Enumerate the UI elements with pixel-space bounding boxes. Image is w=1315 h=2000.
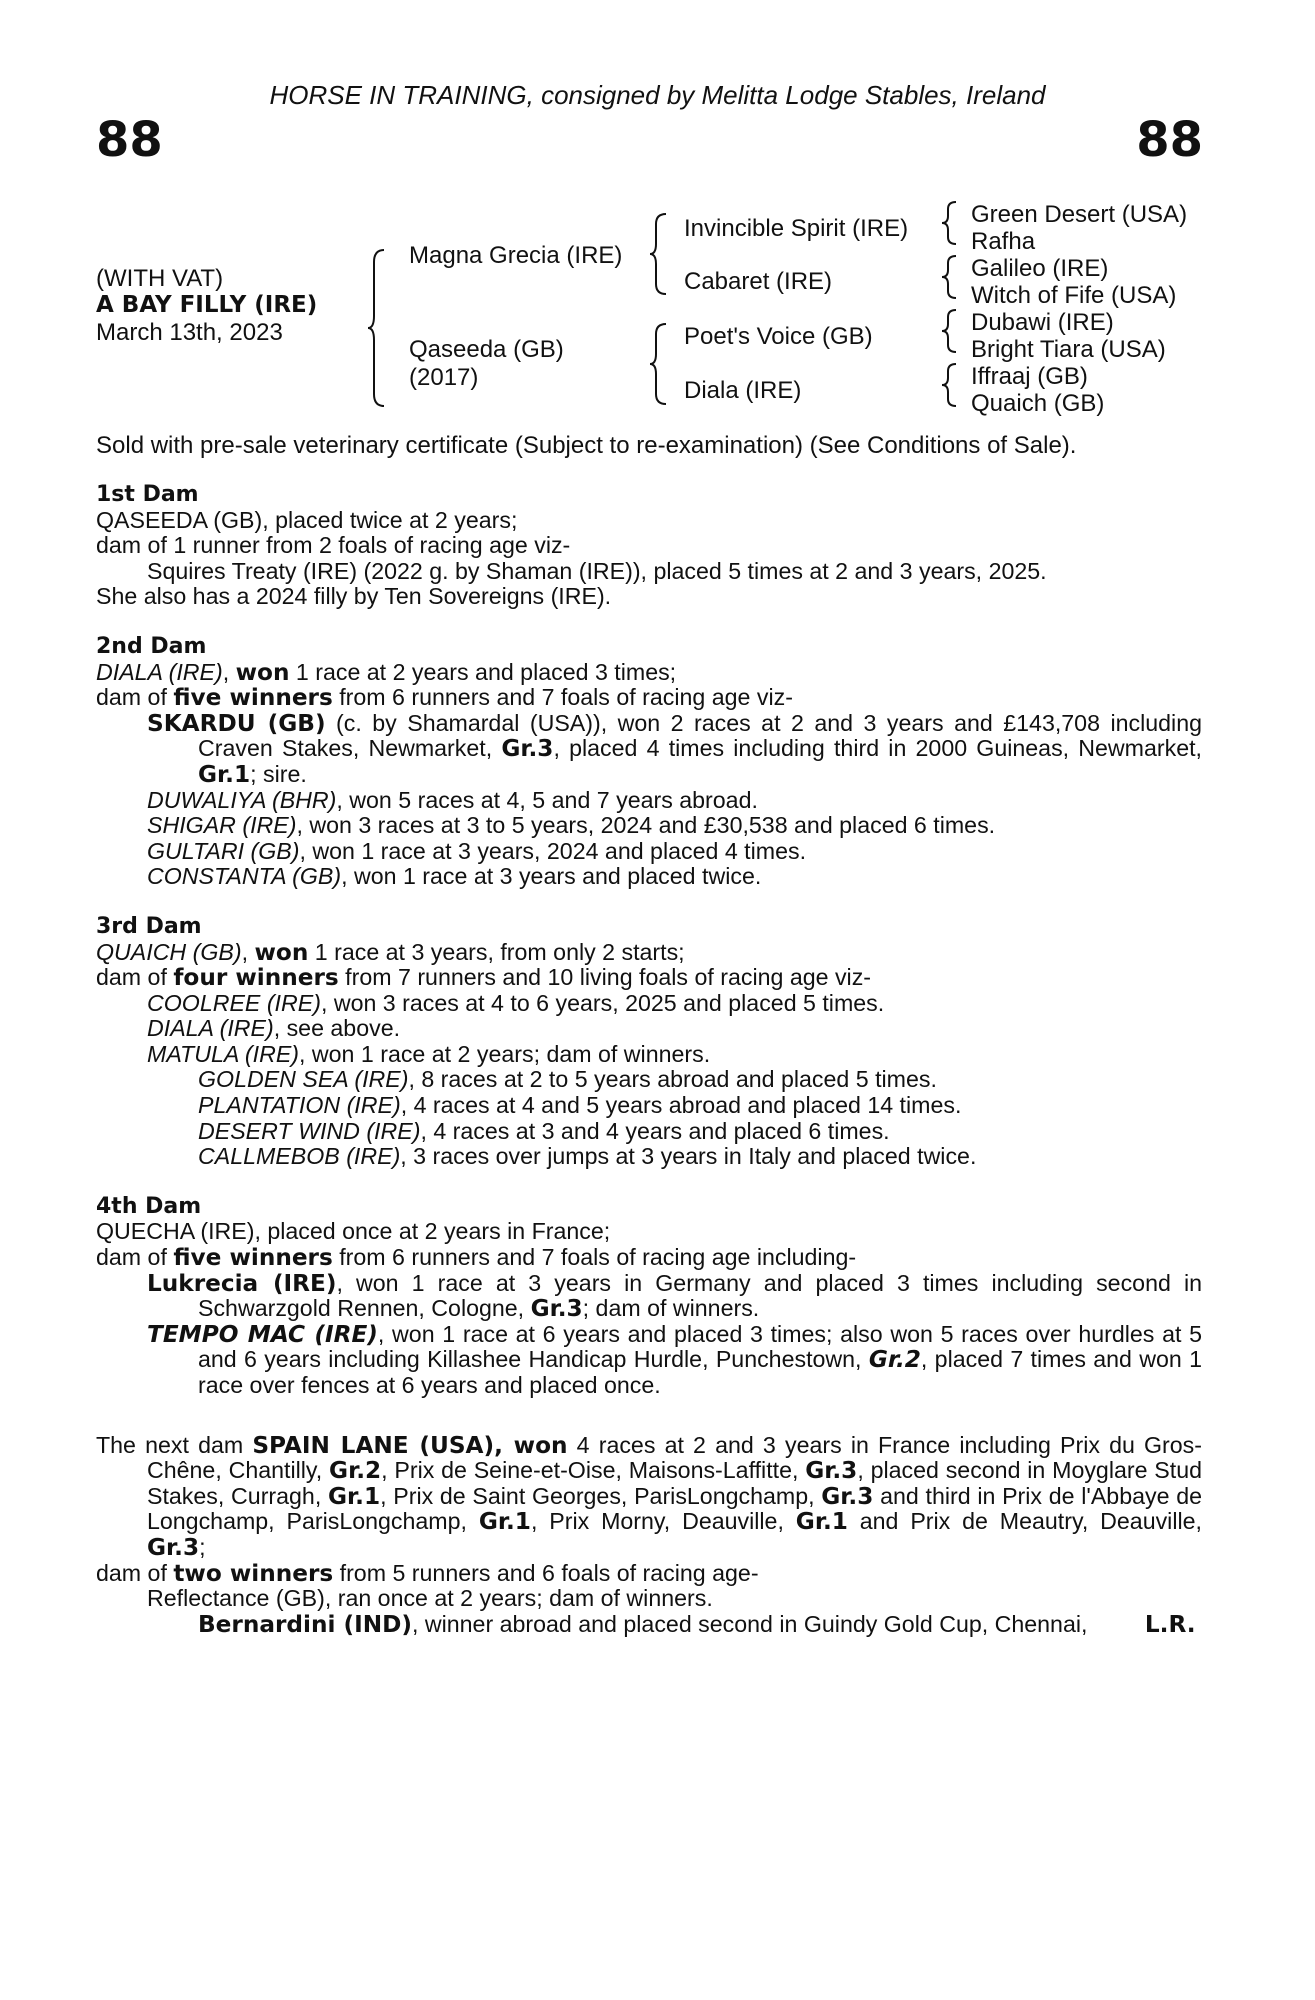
next-dam-section (96, 1433, 1202, 1638)
produce-note: She also has a 2024 filly by Ten Sovereigns (IRE). (96, 583, 612, 610)
produce-entry (96, 813, 1202, 839)
pedigree-g1: Green Desert (USA) (971, 201, 1188, 228)
sold-note: Sold with pre-sale veterinary certificate (Subject to re-examination) (See Conditions of Sale). (96, 432, 1077, 459)
dam-line (96, 660, 1202, 686)
pedigree-sire-sire: Invincible Spirit (IRE) (684, 215, 909, 242)
dam-record: 1 race at 3 years, from only 2 starts; (308, 938, 685, 965)
record-text: and third in Prix de l'Abbaye de Longchamp, ParisLongchamp, (147, 1482, 1202, 1535)
won-label: won (235, 658, 290, 686)
grade-label: Gr.3 (821, 1482, 874, 1510)
summary-rest: from 5 runners and 6 foals of racing age- (333, 1559, 759, 1586)
pedigree-sire: Magna Grecia (IRE) (409, 242, 623, 269)
record-text: , placed 4 times including third in 2000 Guineas, Newmarket, (553, 735, 1202, 762)
winners-count: five winners (173, 1244, 333, 1272)
sale-header: HORSE IN TRAINING, consigned by Melitta Lodge Stables, Ireland (269, 80, 1046, 110)
grade-label: Gr.1 (478, 1508, 531, 1536)
record-text: , won 1 race at 3 years and placed twice. (341, 863, 762, 890)
record-text: , 4 races at 3 and 4 years and placed 6 times. (420, 1117, 890, 1144)
dam-name: DIALA (IRE) (96, 658, 223, 685)
dam-name: SPAIN LANE (USA) (252, 1431, 495, 1459)
horse-name: SHIGAR (IRE) (147, 812, 297, 839)
winners-count: two winners (173, 1559, 334, 1587)
pedigree-g4: Witch of Fife (USA) (971, 282, 1177, 309)
pedigree-dam-year: (2017) (409, 364, 479, 391)
won-label: won (254, 938, 309, 966)
vat-note: (WITH VAT) (96, 265, 224, 292)
produce-entry (96, 839, 1202, 865)
lot-number-right: 88 (1136, 112, 1203, 168)
grade-label: Gr.3 (805, 1457, 858, 1485)
grade-label: Gr.2 (329, 1457, 382, 1485)
section-title: 4th Dam (96, 1193, 202, 1219)
record-text: , won 1 race at 2 years; dam of winners. (299, 1040, 711, 1067)
produce-summary (96, 965, 1202, 991)
produce-entry (96, 711, 1202, 788)
horse-name: MATULA (IRE) (147, 1040, 300, 1067)
pedigree-brace-6 (942, 308, 960, 354)
foaling-date: March 13th, 2023 (96, 319, 283, 346)
summary-rest: from 6 runners and 7 foals of racing age including- (332, 1244, 857, 1271)
horse-name: Lukrecia (IRE) (147, 1269, 337, 1297)
lot-number-left: 88 (96, 112, 163, 168)
pedigree-sire-dam: Cabaret (IRE) (684, 268, 833, 295)
produce-entry (96, 991, 1202, 1017)
produce-entry (96, 1016, 1202, 1042)
record-text: The next dam (96, 1431, 253, 1458)
dam-line: QASEEDA (GB), placed twice at 2 years; (96, 506, 518, 533)
second-dam-section (96, 634, 1202, 890)
winners-count: four winners (173, 964, 339, 992)
first-dam-section (96, 482, 1202, 610)
produce-entry (96, 788, 1202, 814)
horse-name: A BAY FILLY (IRE) (96, 292, 318, 318)
summary-rest: from 7 runners and 10 living foals of racing age viz- (338, 964, 872, 991)
horse-name: DESERT WIND (IRE) (198, 1117, 421, 1144)
produce-entry (96, 1322, 1202, 1399)
record-text: , 3 races over jumps at 3 years in Italy and placed twice. (400, 1143, 977, 1170)
record-text: , Prix Morny, Deauville, (530, 1508, 796, 1535)
record-text: , won 3 races at 3 to 5 years, 2024 and £30,538 and placed 6 times. (296, 812, 996, 839)
horse-name: DIALA (IRE) (147, 1015, 274, 1042)
pedigree-g6: Bright Tiara (USA) (971, 336, 1166, 363)
record-text: (c. by Shamardal (USA)), won 2 races at 2 and 3 years and £143,708 including Craven Stakes, Newmarket, (198, 709, 1202, 762)
record-text: , won 1 race at 3 years in Germany and placed 3 times including second in Schwarzgold Rennen, Cologne, (198, 1269, 1203, 1322)
pedigree-g2: Rafha (971, 228, 1036, 255)
summary-prefix: dam of (96, 1244, 174, 1271)
dam-name: QUAICH (GB) (96, 938, 242, 965)
pedigree-brace-7 (942, 362, 960, 408)
record-text: ; dam of winners. (582, 1295, 760, 1322)
produce-entry (96, 1093, 1202, 1119)
summary-rest: from 6 runners and 7 foals of racing age viz- (332, 684, 793, 711)
fourth-dam-section (96, 1194, 1202, 1399)
grade-label: Gr.1 (198, 760, 251, 788)
record-text: ; sire. (250, 760, 307, 787)
produce-entry: Reflectance (GB), ran once at 2 years; dam of winners. (147, 1585, 713, 1612)
record-text: , 8 races at 2 to 5 years abroad and placed 5 times. (408, 1066, 937, 1093)
section-title: 1st Dam (96, 482, 199, 507)
summary-prefix: dam of (96, 964, 174, 991)
separator: , (241, 938, 255, 965)
pedigree-brace-5 (942, 254, 960, 300)
horse-name: SKARDU (GB) (147, 709, 326, 737)
pedigree-g7: Iffraaj (GB) (971, 363, 1088, 390)
pedigree-brace-4 (942, 200, 960, 246)
record-text: , placed second in Moyglare Stud Stakes, Curragh, (147, 1457, 1202, 1509)
produce-entry (96, 1271, 1202, 1322)
record-text: ; (199, 1533, 206, 1560)
pedigree-g3: Galileo (IRE) (971, 255, 1109, 282)
grade-label: Gr.2 (868, 1346, 921, 1374)
pedigree-dam-sire: Poet's Voice (GB) (684, 323, 873, 350)
summary-prefix: dam of (96, 1559, 174, 1586)
record-text: , Prix de Seine-et-Oise, Maisons-Laffitte, (381, 1457, 806, 1484)
record-text: , won 3 races at 4 to 6 years, 2025 and placed 5 times. (320, 989, 885, 1016)
pedigree-dam: Qaseeda (GB) (409, 336, 564, 363)
record-text: , see above. (273, 1015, 401, 1042)
produce-entry: Squires Treaty (IRE) (2022 g. by Shaman (IRE)), placed 5 times at 2 and 3 years, 2025. (147, 557, 1047, 584)
record-text: , 4 races at 4 and 5 years abroad and placed 14 times. (400, 1092, 962, 1119)
horse-identity (96, 265, 317, 346)
pedigree-brace-2 (650, 212, 672, 296)
pedigree-brace-1 (368, 248, 390, 408)
produce-summary: dam of 1 runner from 2 foals of racing age viz- (96, 532, 571, 559)
horse-name: Bernardini (IND) (198, 1610, 412, 1638)
horse-name: CALLMEBOB (IRE) (198, 1143, 401, 1170)
pedigree-g5: Dubawi (IRE) (971, 309, 1114, 336)
grade-label: Gr.1 (327, 1482, 381, 1510)
horse-name: TEMPO MAC (IRE) (147, 1320, 378, 1348)
pedigree-g8: Quaich (GB) (971, 390, 1105, 417)
produce-summary (96, 1561, 1202, 1587)
record-text: 4 races at 2 and 3 years in France including Prix du Gros-Chêne, Chantilly, (147, 1431, 1202, 1484)
separator: , (222, 658, 236, 685)
record-text: , won 1 race at 3 years, 2024 and placed 4 times. (299, 837, 807, 864)
horse-name: GOLDEN SEA (IRE) (198, 1066, 409, 1093)
catalogue-body (96, 482, 1202, 1661)
grade-label: Gr.3 (530, 1295, 583, 1323)
record-text: , winner abroad and placed second in Guindy Gold Cup, Chennai, (411, 1610, 1094, 1637)
horse-name: CONSTANTA (GB) (147, 863, 342, 890)
record-text: , placed 7 times and won 1 race over fences at 6 years and placed once. (198, 1346, 1202, 1398)
dam-record: 1 race at 2 years and placed 3 times; (289, 658, 677, 685)
horse-name: COOLREE (IRE) (147, 989, 321, 1016)
produce-entry (96, 864, 1202, 890)
produce-summary (96, 1245, 1202, 1271)
horse-name: PLANTATION (IRE) (198, 1092, 401, 1119)
horse-name: DUWALIYA (BHR) (147, 786, 337, 813)
separator: , (494, 1431, 514, 1459)
record-text: , Prix de Saint Georges, ParisLongchamp, (380, 1482, 822, 1509)
grade-label: Gr.1 (795, 1508, 848, 1536)
record-text: , won 5 races at 4, 5 and 7 years abroad. (336, 786, 758, 813)
grade-label: Gr.3 (501, 735, 554, 763)
horse-name: GULTARI (GB) (147, 837, 300, 864)
dam-line: QUECHA (IRE), placed once at 2 years in France; (96, 1218, 611, 1245)
produce-entry (96, 1042, 1202, 1068)
summary-prefix: dam of (96, 684, 174, 711)
produce-entry (96, 1119, 1202, 1145)
produce-summary (96, 685, 1202, 711)
next-dam-line (96, 1433, 1202, 1561)
produce-entry (96, 1612, 1202, 1638)
produce-entry (96, 1144, 1202, 1170)
pedigree-dam-dam: Diala (IRE) (684, 377, 802, 404)
produce-entry (96, 1067, 1202, 1093)
pedigree-brace-3 (650, 322, 672, 406)
dam-line (96, 940, 1202, 966)
listed-label: L.R. (1144, 1610, 1196, 1638)
third-dam-section (96, 914, 1202, 1170)
won-label: won (513, 1431, 568, 1459)
record-text: , won 1 race at 6 years and placed 3 times; also won 5 races over hurdles at 5 and 6 years including Killashee Handicap Hurdle, Punchestown, (198, 1320, 1202, 1373)
grade-label: Gr.3 (147, 1533, 200, 1561)
section-title: 3rd Dam (96, 913, 202, 939)
record-text: and Prix de Meautry, Deauville, (847, 1508, 1202, 1535)
winners-count: five winners (173, 684, 333, 712)
section-title: 2nd Dam (96, 633, 207, 659)
